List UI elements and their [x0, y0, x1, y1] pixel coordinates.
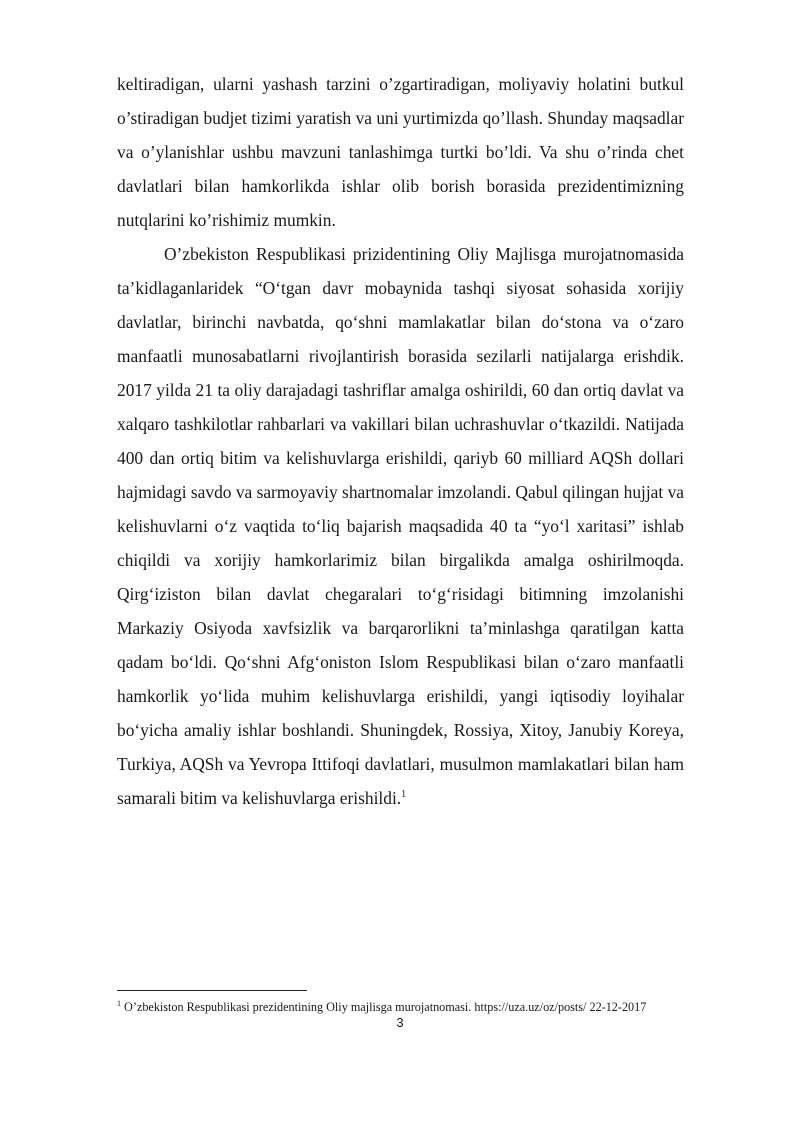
footnote-marker: 1 — [117, 998, 121, 1008]
footnote — [117, 999, 717, 1015]
paragraph-quote — [117, 237, 684, 815]
body-text — [117, 67, 684, 815]
paragraph-text: keltiradigan, ularni yashash tarzini o’zgartiradigan, moliyaviy holatini butkul o’stiradigan budjet tizimi yaratish va uni yurtimizda qo’llash. Shunday maqsadlar va o’ylanishlar ushbu mavzuni tanlashimga turtki bo’ldi. Va shu o’rinda chet davlatlari bilan hamkorlikda ishlar olib borish borasida prezidentimizning nutqlarini ko’rishimiz mumkin. — [117, 74, 685, 230]
page-number: 3 — [396, 1015, 404, 1030]
paragraph-continuation — [117, 67, 684, 237]
footnote-reference[interactable]: 1 — [401, 789, 407, 801]
footnote-text: O’zbekiston Respublikasi prezidentining Oliy majlisga murojatnomasi. https://uza.uz/oz/posts/ 22-12-2017 — [121, 1000, 647, 1014]
footnote-separator — [117, 990, 307, 991]
paragraph-text: O’zbekiston Respublikasi prizidentining Oliy Majlisga murojatnomasida ta’kidlaganlaridek “O‘tgan davr mobaynida tashqi siyosat sohasida xorijiy davlatlar, birinchi navbatda, qo‘shni mamlakatlar bilan do‘stona va o‘zaro manfaatli munosabatlarni rivojlantirish borasida sezilarli natijalarga erishdik. 2017 yilda 21 ta oliy darajadagi tashriflar amalga oshirildi, 60 dan ortiq davlat va xalqaro tashkilotlar rahbarlari va vakillari bilan uchrashuvlar o‘tkazildi. Natijada 400 dan ortiq bitim va kelishuvlarga erishildi, qariyb 60 milliard AQSh dollari hajmidagi savdo va sarmoyaviy shartnomalar imzolandi. Qabul qilingan hujjat va kelishuvlarni o‘z vaqtida to‘liq bajarish maqsadida 40 ta “yo‘l xaritasi” ishlab chiqildi va xorijiy hamkorlarimiz bilan birgalikda amalga oshirilmoqda. Qirg‘iziston bilan davlat chegaralari to‘g‘risidagi bitimning imzolanishi Markaziy Osiyoda xavfsizlik va barqarorlikni ta’minlashga qaratilgan katta qadam bo‘ldi. Qo‘shni Afg‘oniston Islom Respublikasi bilan o‘zaro manfaatli hamkorlik yo‘lida muhim kelishuvlarga erishildi, yangi iqtisodiy loyihalar bo‘yicha amaliy ishlar boshlandi. Shuningdek, Rossiya, Xitoy, Janubiy Koreya, Turkiya, AQSh va Yevropa Ittifoqi davlatlari, musulmon mamlakatlari bilan ham samarali bitim va kelishuvlarga erishildi. — [117, 244, 684, 808]
